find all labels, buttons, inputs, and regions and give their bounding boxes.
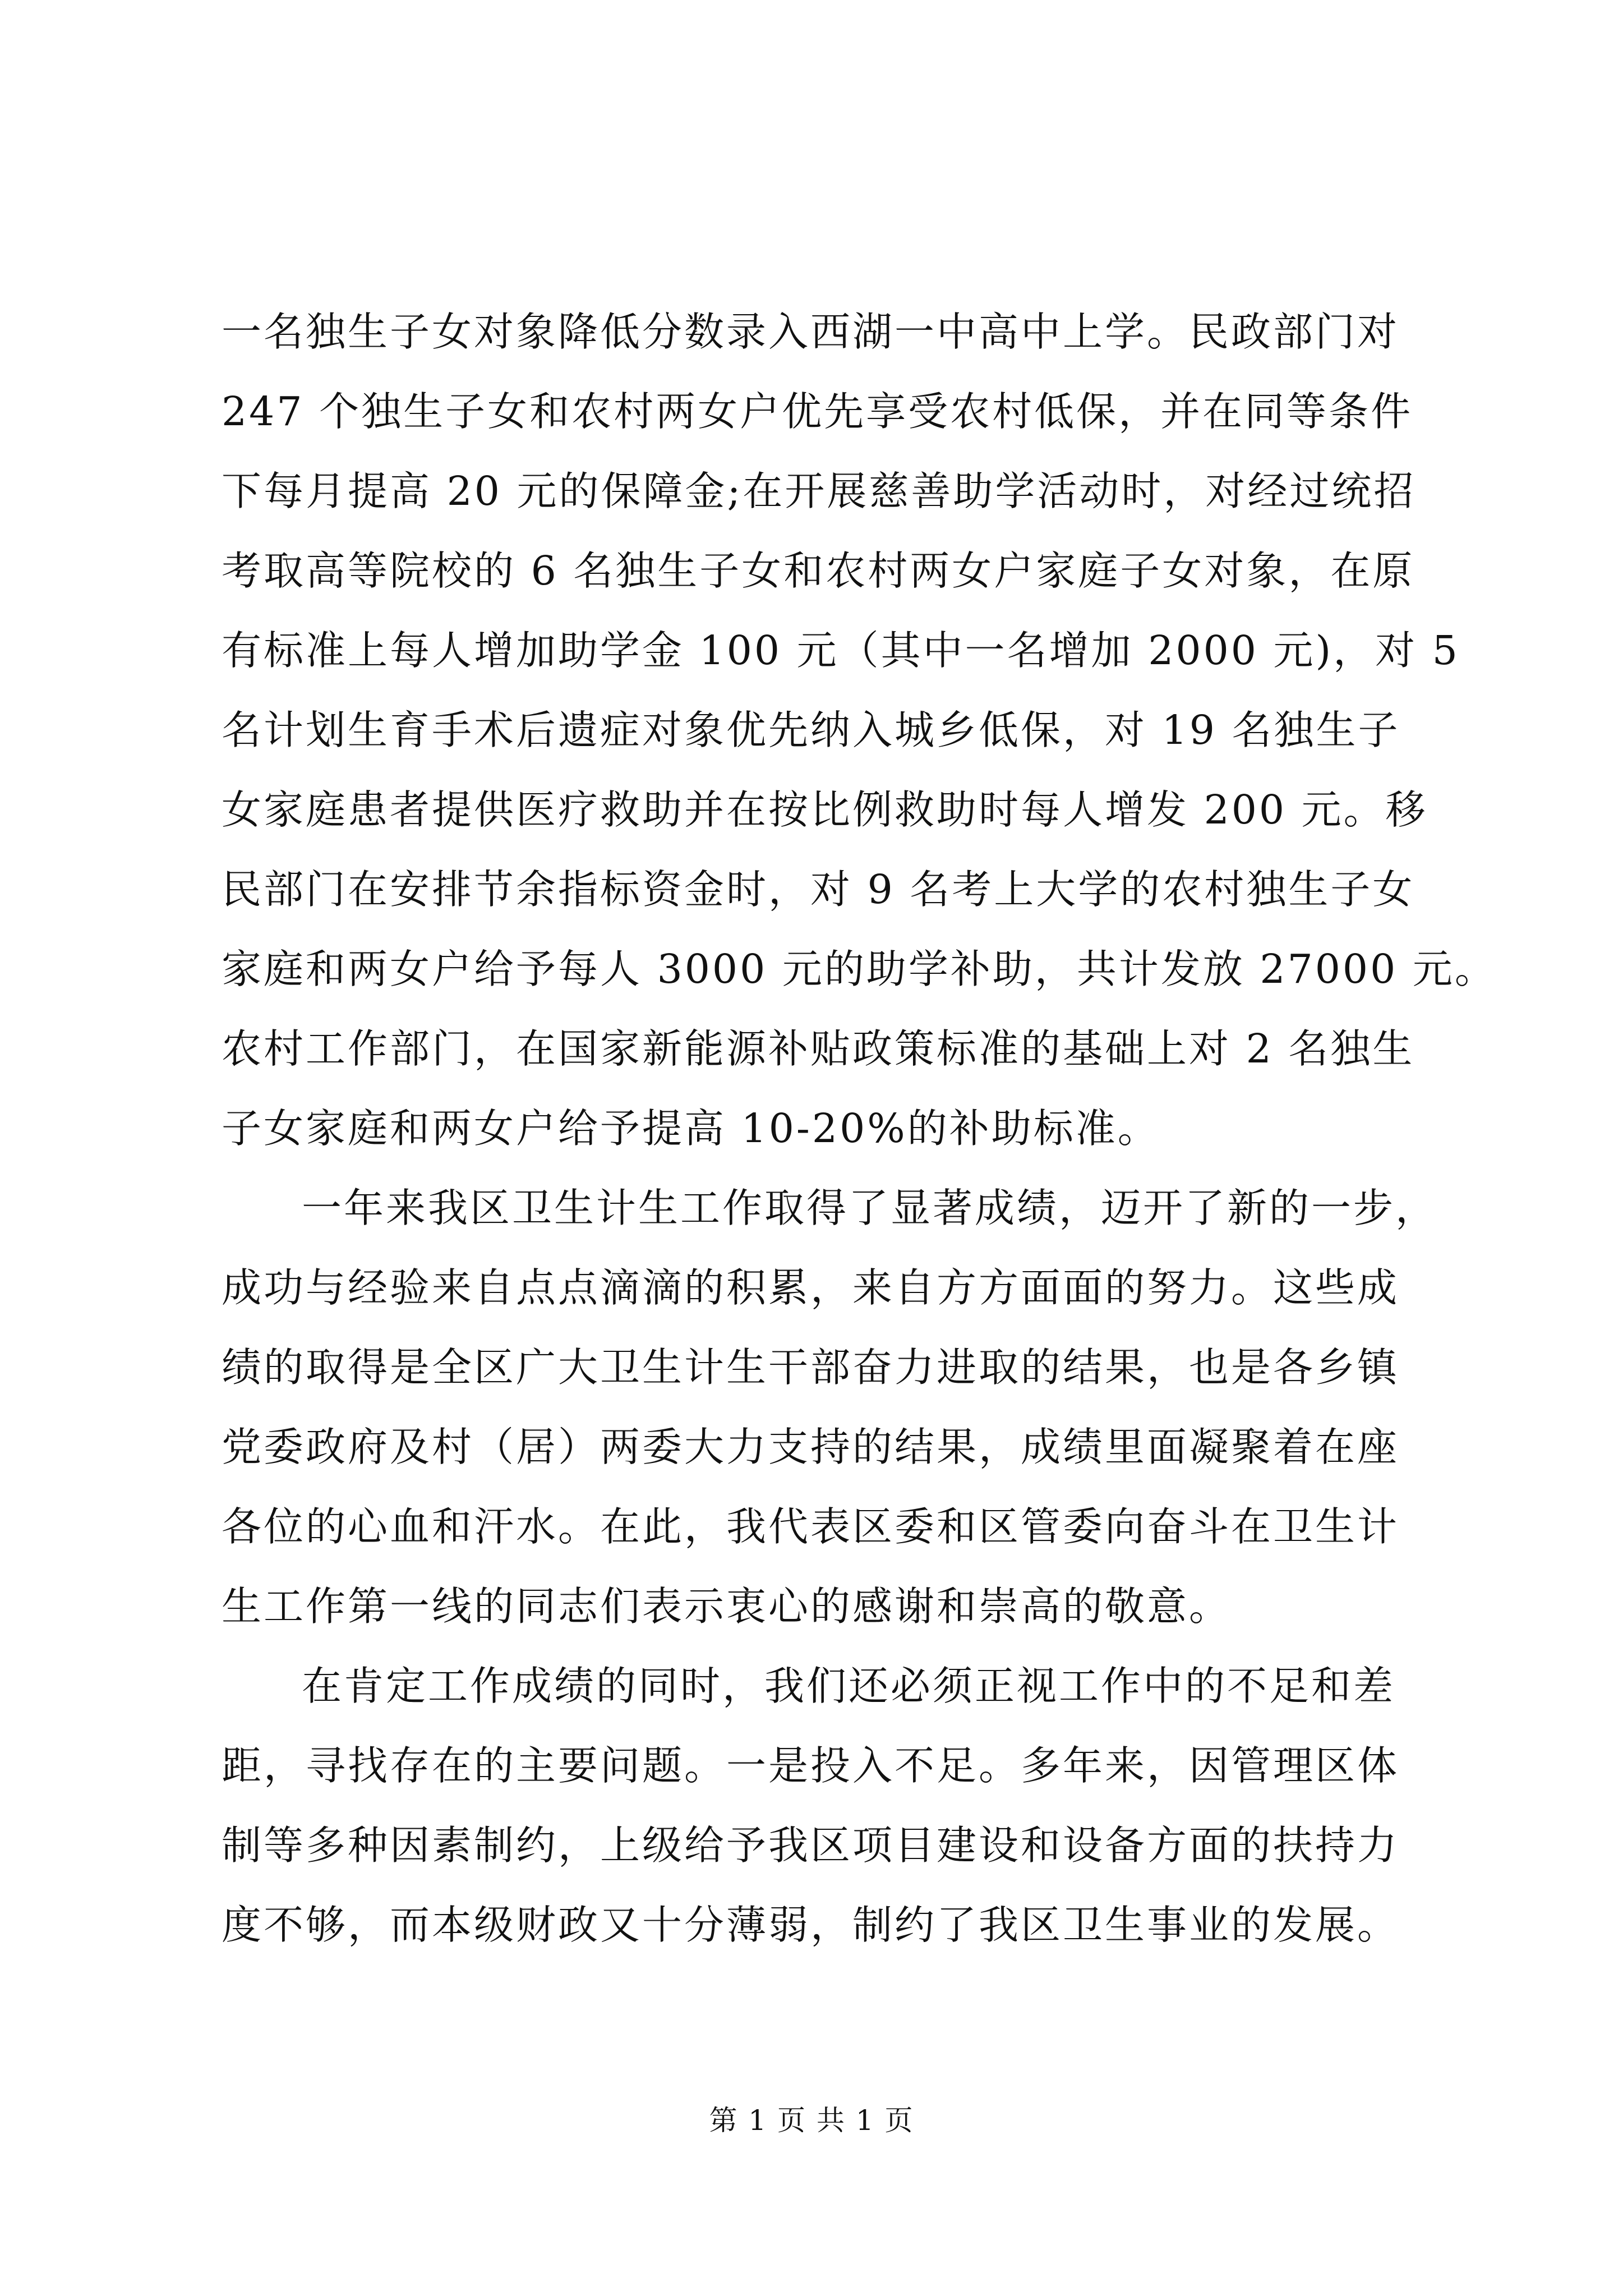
text-line: 子女家庭和两女户给予提高 10-20%的补助标准。 xyxy=(222,1105,1160,1152)
paragraph-first-line: 一年来我区卫生计生工作取得了显著成绩，迈开了新的一步， xyxy=(302,1185,1438,1231)
text-line: 党委政府及村（居）两委大力支持的结果，成绩里面凝聚着在座 xyxy=(222,1424,1400,1470)
text-line: 制等多种因素制约，上级给予我区项目建设和设备方面的扶持力 xyxy=(222,1822,1400,1869)
text-line: 农村工作部门，在国家新能源补贴政策标准的基础上对 2 名独生 xyxy=(222,1025,1415,1072)
text-line: 有标准上每人增加助学金 100 元（其中一名增加 2000 元)，对 5 xyxy=(222,627,1460,674)
text-line: 女家庭患者提供医疗救助并在按比例救助时每人增发 200 元。移 xyxy=(222,786,1428,833)
text-line: 成功与经验来自点点滴滴的积累，来自方方面面的努力。这些成 xyxy=(222,1264,1400,1311)
text-line: 名计划生育手术后遗症对象优先纳入城乡低保，对 19 名独生子 xyxy=(222,707,1400,753)
text-line: 度不够，而本级财政又十分薄弱，制约了我区卫生事业的发展。 xyxy=(222,1902,1400,1948)
paragraph-first-line: 在肯定工作成绩的同时，我们还必须正视工作中的不足和差 xyxy=(302,1663,1396,1709)
text-line: 绩的取得是全区广大卫生计生干部奋力进取的结果，也是各乡镇 xyxy=(222,1344,1400,1391)
text-line: 各位的心血和汗水。在此，我代表区委和区管委向奋斗在卫生计 xyxy=(222,1503,1400,1550)
text-line: 247 个独生子女和农村两女户优先享受农村低保，并在同等条件 xyxy=(222,388,1413,435)
text-line: 距，寻找存在的主要问题。一是投入不足。多年来，因管理区体 xyxy=(222,1742,1400,1789)
text-line: 考取高等院校的 6 名独生子女和农村两女户家庭子女对象，在原 xyxy=(222,547,1415,594)
text-line: 生工作第一线的同志们表示衷心的感谢和崇高的敬意。 xyxy=(222,1583,1232,1630)
text-line: 家庭和两女户给予每人 3000 元的助学补助，共计发放 27000 元。 xyxy=(222,946,1497,992)
text-line: 一名独生子女对象降低分数录入西湖一中高中上学。民政部门对 xyxy=(222,309,1400,355)
page-number-footer: 第 1 页 共 1 页 xyxy=(709,2104,914,2137)
text-line: 下每月提高 20 元的保障金;在开展慈善助学活动时，对经过统招 xyxy=(222,468,1416,514)
text-line: 民部门在安排节余指标资金时，对 9 名考上大学的农村独生子女 xyxy=(222,866,1415,913)
